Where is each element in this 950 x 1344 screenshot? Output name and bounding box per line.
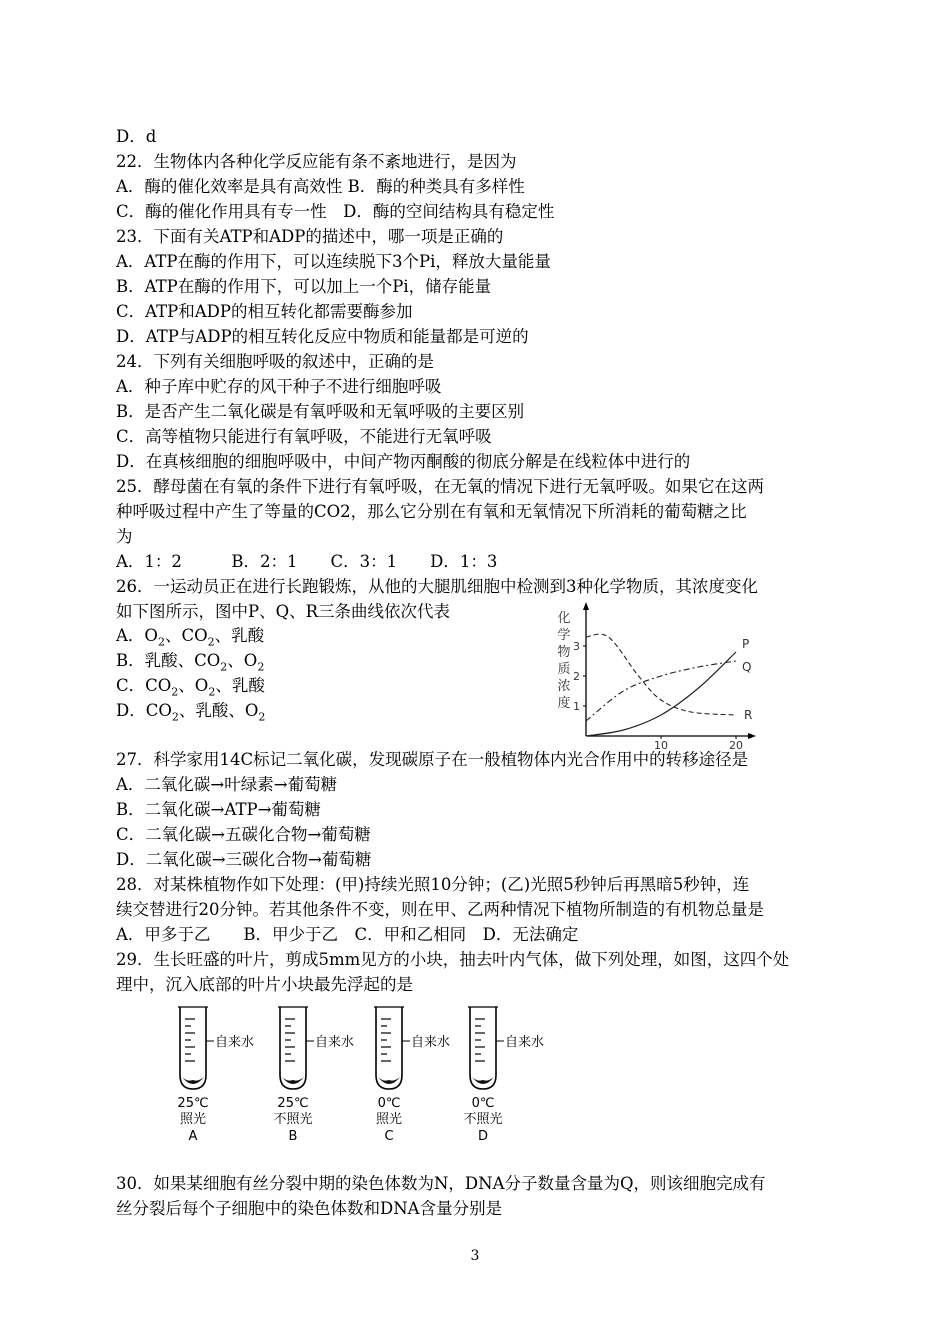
- text-line: 如下图所示，图中P、Q、R三条曲线依次代表: [116, 602, 451, 621]
- text-line: A．甲多于乙 B．甲少于乙 C．甲和乙相同 D．无法确定: [116, 925, 579, 944]
- y-ticks: [573, 640, 586, 713]
- tubes-svg: [168, 1003, 568, 1153]
- option-d: D．$CO_2$、乳酸、$O_2$: [116, 701, 266, 724]
- text-line: D．二氧化碳→三碳化合物→葡萄糖: [116, 850, 372, 869]
- y-label-char: 浓: [557, 679, 571, 694]
- text-line: A．酶的催化效率是具有高效性 B．酶的种类具有多样性: [116, 177, 525, 196]
- y-tick-label: 2: [573, 670, 580, 683]
- tube-letter-label: B: [288, 1129, 298, 1144]
- text-line: B．ATP在酶的作用下，可以加上一个Pi，储存能量: [116, 277, 492, 296]
- question-23: 23．下面有关ATP和ADP的描述中，哪一项是正确的: [116, 227, 504, 246]
- tube-letter-label: C: [384, 1129, 394, 1144]
- test-tube-b: [273, 1007, 354, 1144]
- light-condition-label: 不照光: [273, 1112, 313, 1127]
- question-26: 26．一运动员正在进行长跑锻炼，从他的大腿肌细胞中检测到3种化学物质，其浓度变化: [116, 577, 758, 596]
- text-line: A．种子库中贮存的风干种子不进行细胞呼吸: [116, 377, 442, 396]
- option-b: B．乳酸、$CO_2$、$O_2$: [116, 651, 265, 674]
- text-line: B．是否产生二氧化碳是有氧呼吸和无氧呼吸的主要区别: [116, 402, 525, 421]
- y-label-char: 质: [557, 662, 571, 677]
- text-line: C．ATP和ADP的相互转化都需要酶参加: [116, 302, 413, 321]
- question-27: 27．科学家用14C标记二氧化碳，发现碳原子在一般植物体内光合作用中的转移途径是: [116, 750, 749, 769]
- text-line: A．1：2 B．2：1 C．3：1 D．1：3: [116, 552, 498, 571]
- text-line: A．ATP在酶的作用下，可以连续脱下3个Pi，释放大量能量: [116, 252, 551, 271]
- test-tube-a: [177, 1007, 254, 1144]
- light-condition-label: 不照光: [463, 1112, 503, 1127]
- y-label-char: 学: [557, 628, 571, 643]
- text-line: 种呼吸过程中产生了等量的CO2，那么它分别在有氧和无氧情况下所消耗的葡萄糖之比: [116, 502, 747, 521]
- text-line: B．二氧化碳→ATP→葡萄糖: [116, 800, 321, 819]
- question-28: 28．对某株植物作如下处理：(甲)持续光照10分钟；(乙)光照5秒钟后再黑暗5秒钟，连: [116, 875, 750, 894]
- tap-water-label: 自来水: [411, 1035, 451, 1050]
- test-tubes-figure: [168, 1003, 568, 1157]
- text-line: 为: [116, 527, 133, 546]
- concentration-chart: [548, 600, 758, 754]
- text-line: C．高等植物只能进行有氧呼吸，不能进行无氧呼吸: [116, 427, 492, 446]
- text-line: D．在真核细胞的细胞呼吸中，中间产物丙酮酸的彻底分解是在线粒体中进行的: [116, 452, 691, 471]
- y-axis-arrow: [583, 602, 589, 610]
- chart-svg: [548, 600, 758, 750]
- x-axis-arrow: [748, 733, 756, 739]
- x-tick-label: 20: [729, 739, 743, 750]
- page-number: 3: [470, 1248, 480, 1264]
- series-q-line: [586, 661, 736, 721]
- question-24: 24．下列有关细胞呼吸的叙述中，正确的是: [116, 352, 434, 371]
- y-label-char: 化: [557, 611, 571, 626]
- text-line: 丝分裂后每个子细胞中的染色体数和DNA含量分别是: [116, 1199, 503, 1218]
- light-condition-label: 照光: [179, 1112, 207, 1127]
- test-tube-c: [374, 1007, 450, 1144]
- y-axis-label: [557, 611, 570, 711]
- tube-letter-label: A: [188, 1129, 198, 1144]
- text-line: 续交替进行20分钟。若其他条件不变，则在甲、乙两种情况下植物所制造的有机物总量是: [116, 900, 764, 919]
- test-tube-d: [463, 1007, 544, 1144]
- tap-water-label: 自来水: [315, 1035, 355, 1050]
- series-q-label: Q: [742, 660, 752, 674]
- y-tick-label: 1: [573, 700, 580, 713]
- option-a: A．$O_2$、$CO_2$、乳酸: [116, 626, 265, 649]
- question-22: 22．生物体内各种化学反应能有条不紊地进行，是因为: [116, 152, 517, 171]
- y-label-char: 度: [557, 696, 571, 711]
- text-line: C．二氧化碳→五碳化合物→葡萄糖: [116, 825, 371, 844]
- temperature-label: 0℃: [377, 1096, 401, 1111]
- option-c: C．$CO_2$、$O_2$、乳酸: [116, 676, 265, 699]
- series-r-label: R: [744, 708, 753, 722]
- x-tick-label: 10: [654, 739, 668, 750]
- temperature-label: 0℃: [471, 1096, 495, 1111]
- tube-letter-label: D: [477, 1129, 489, 1144]
- question-25: 25．酵母菌在有氧的条件下进行有氧呼吸，在无氧的情况下进行无氧呼吸。如果它在这两: [116, 477, 764, 496]
- text-line: D．d: [116, 127, 157, 146]
- tap-water-label: 自来水: [215, 1035, 255, 1050]
- light-condition-label: 照光: [375, 1112, 403, 1127]
- text-line: C．酶的催化作用具有专一性 D．酶的空间结构具有稳定性: [116, 202, 555, 221]
- temperature-label: 25℃: [177, 1096, 209, 1111]
- series-p-label: P: [742, 637, 750, 651]
- tap-water-label: 自来水: [505, 1035, 545, 1050]
- question-29: 29．生长旺盛的叶片，剪成5mm见方的小块，抽去叶内气体，做下列处理，如图，这四个处: [116, 950, 790, 969]
- text-line: A．二氧化碳→叶绿素→葡萄糖: [116, 775, 338, 794]
- text-line: 理中，沉入底部的叶片小块最先浮起的是: [116, 975, 413, 994]
- y-label-char: 物: [557, 645, 571, 660]
- temperature-label: 25℃: [277, 1096, 309, 1111]
- series-lines: [586, 634, 752, 736]
- question-30: 30．如果某细胞有丝分裂中期的染色体数为N，DNA分子数量含量为Q，则该细胞完成有: [116, 1174, 766, 1193]
- y-tick-label: 3: [573, 640, 580, 653]
- text-line: D．ATP与ADP的相互转化反应中物质和能量都是可逆的: [116, 327, 529, 346]
